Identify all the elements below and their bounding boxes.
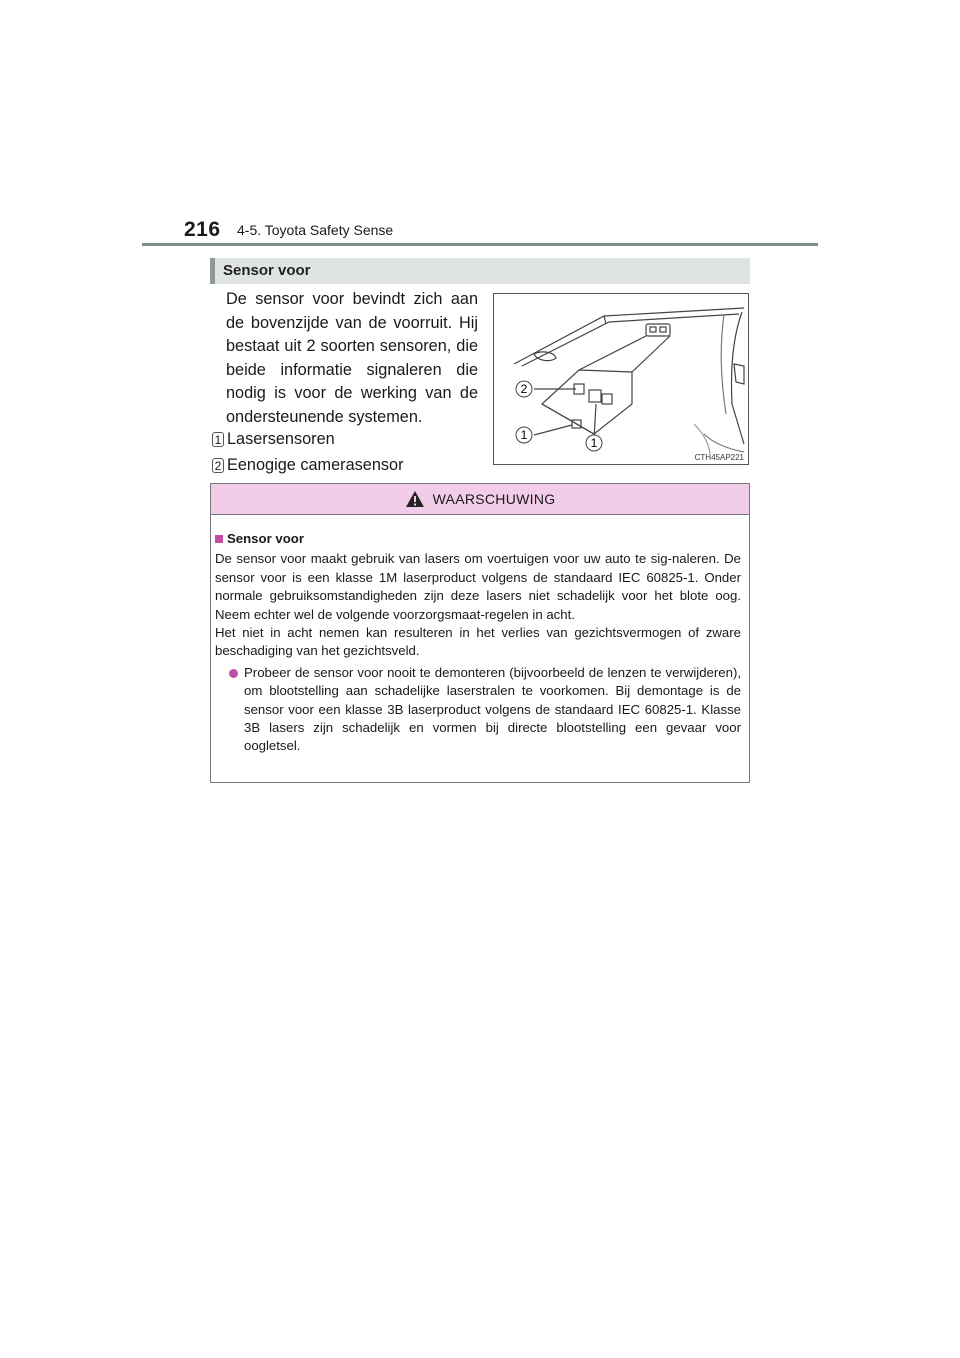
callout-label: 2 <box>520 382 528 396</box>
callout-2 <box>516 381 532 397</box>
section-title: Sensor voor <box>223 262 311 279</box>
header-rule <box>142 243 818 246</box>
section-reference: 4-5. Toyota Safety Sense <box>237 222 394 238</box>
windshield-sensor-drawing <box>494 294 748 464</box>
callout-label: 1 <box>590 436 598 450</box>
warning-title: WAARSCHUWING <box>432 491 556 507</box>
warning-box <box>210 483 750 783</box>
callout-label: 1 <box>520 428 528 442</box>
callout-1 <box>586 435 602 451</box>
warning-subheading-text: Sensor voor <box>227 531 304 546</box>
legend-item <box>212 452 404 478</box>
legend <box>212 426 404 478</box>
warning-bullet-item <box>229 664 741 756</box>
section-title-bar <box>210 258 750 284</box>
warning-header <box>211 484 749 515</box>
legend-number-badge: 1 <box>212 432 224 447</box>
figure-code: CTH45AP221 <box>694 453 744 462</box>
warning-triangle-icon <box>405 490 425 508</box>
callout-1 <box>516 427 532 443</box>
sensor-illustration <box>493 293 749 465</box>
warning-bullet-text: Probeer de sensor voor nooit te demonteren (bijvoorbeeld de lenzen te verwijderen), om blootstelling aan schadelijke laserstralen te voorkomen. Bij demontage is de sensor voor een klasse 3B laserproduct volgens de standaard IEC 60825-1. Klasse 3B lasers zijn schadelijk en vormen bij directe blootstelling een gevaar voor oogletsel. <box>244 664 741 754</box>
legend-label: Lasersensoren <box>227 429 335 448</box>
warning-paragraph: De sensor voor maakt gebruik van lasers om voertuigen voor uw auto te sig-naleren. De sensor voor is een klasse 1M laserproduct volgens de standaard IEC 60825-1. Onder normale gebruiksomstandigheden zijn deze lasers niet schadelijk voor het blote oog. Neem echter wel de volgende voorzorgsmaat-regelen in acht. <box>215 551 741 622</box>
circle-bullet-icon <box>229 669 238 678</box>
warning-subheading <box>215 530 741 548</box>
warning-body <box>211 515 749 756</box>
legend-label: Eenogige camerasensor <box>227 455 404 474</box>
legend-item <box>212 426 404 452</box>
legend-number-badge: 2 <box>212 458 224 473</box>
page-number: 216 <box>184 218 221 241</box>
square-bullet-icon <box>215 535 223 543</box>
intro-text: De sensor voor bevindt zich aan de bovenzijde van de voorruit. Hij bestaat uit 2 soorten sensoren, die beide informatie signaleren die nodig is voor de werking van de ondersteunende systemen. <box>226 290 478 426</box>
warning-paragraph: Het niet in acht nemen kan resulteren in het verlies van gezichtsvermogen of zware beschadiging van het gezichtsveld. <box>215 625 741 659</box>
